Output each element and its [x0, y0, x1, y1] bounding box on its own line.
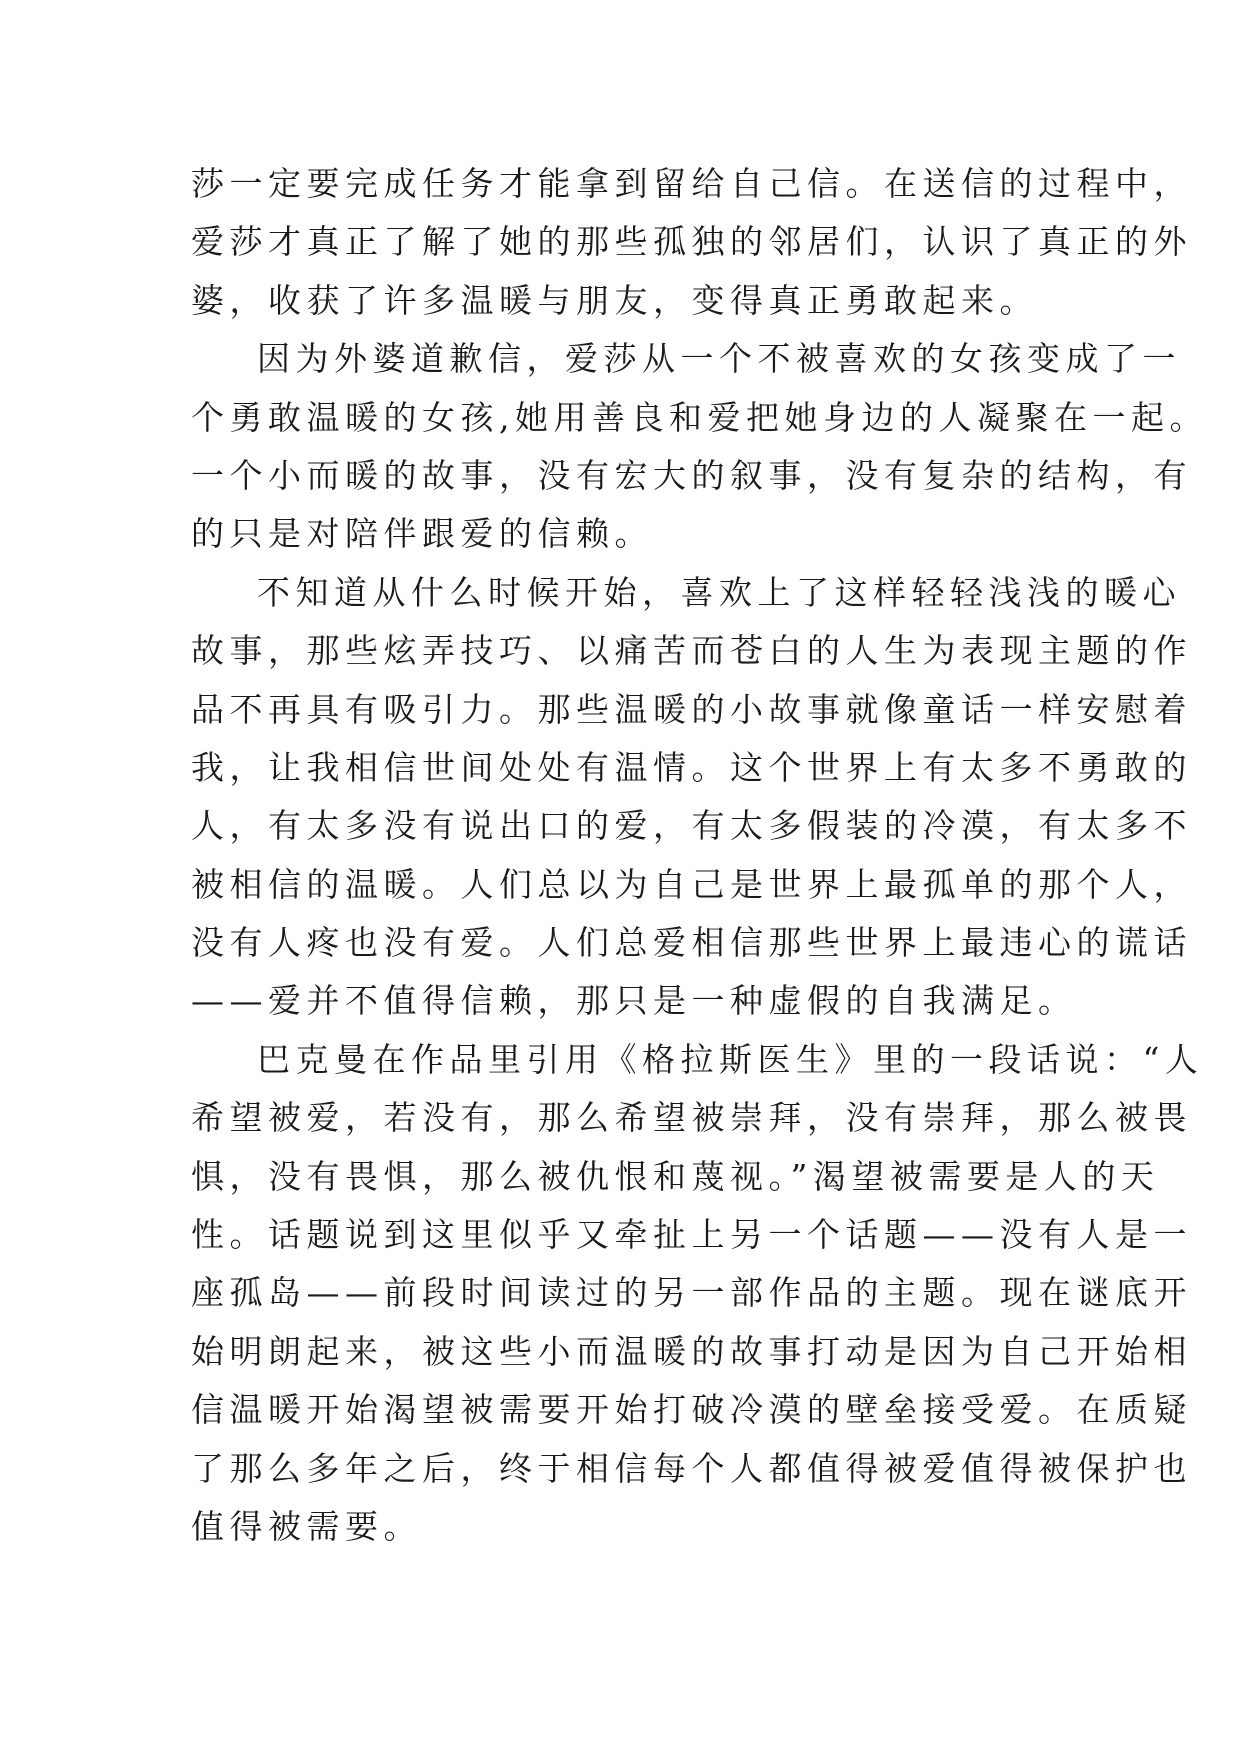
- text-line: 了那么多年之后，终于相信每个人都值得被爱值得被保护也: [191, 1448, 1192, 1488]
- text-line: 性。话题说到这里似乎又牵扯上另一个话题——没有人是一: [191, 1215, 1192, 1255]
- text-line: 故事，那些炫弄技巧、以痛苦而苍白的人生为表现主题的作: [191, 631, 1192, 671]
- text-line: ——爱并不值得信赖，那只是一种虚假的自我满足。: [191, 981, 1077, 1021]
- text-line: 人，有太多没有说出口的爱，有太多假装的冷漠，有太多不: [191, 806, 1192, 846]
- body-text: [191, 155, 1208, 1556]
- text-line: 爱莎才真正了解了她的那些孤独的邻居们，认识了真正的外: [191, 222, 1192, 262]
- text-line: 因为外婆道歉信，爱莎从一个不被喜欢的女孩变成了一: [257, 339, 1181, 379]
- paragraph-1: [191, 155, 1192, 330]
- text-line: 莎一定要完成任务才能拿到留给自己信。在送信的过程中，: [191, 164, 1192, 203]
- text-line: 惧，没有畏惧，那么被仇恨和蔑视。”渴望被需要是人的天: [191, 1156, 1160, 1196]
- text-line: 座孤岛——前段时间读过的另一部作品的主题。现在谜底开: [191, 1273, 1192, 1313]
- paragraph-3: [191, 564, 1192, 1031]
- text-line: 不知道从什么时候开始，喜欢上了这样轻轻浅浅的暖心: [257, 572, 1181, 612]
- text-line: 婆，收获了许多温暖与朋友，变得真正勇敢起来。: [191, 280, 1038, 320]
- text-line: 值得被需要。: [191, 1506, 422, 1546]
- paragraph-2: [191, 330, 1208, 564]
- text-line: 没有人疼也没有爱。人们总爱相信那些世界上最违心的谎话: [191, 923, 1192, 963]
- text-line: 希望被爱，若没有，那么希望被崇拜，没有崇拜，那么被畏: [191, 1098, 1192, 1138]
- text-line: 信温暖开始渴望被需要开始打破冷漠的壁垒接受爱。在质疑: [191, 1390, 1192, 1430]
- text-line: 的只是对陪伴跟爱的信赖。: [191, 514, 653, 554]
- text-line: 巴克曼在作品里引用《格拉斯医生》里的一段话说：“人: [257, 1039, 1204, 1079]
- text-line: 被相信的温暖。人们总以为自己是世界上最孤单的那个人，: [191, 864, 1192, 904]
- paragraph-4: [191, 1031, 1204, 1557]
- text-line: 一个小而暖的故事，没有宏大的叙事，没有复杂的结构，有: [191, 455, 1192, 495]
- text-line: 我，让我相信世间处处有温情。这个世界上有太多不勇敢的: [191, 747, 1192, 787]
- text-line: 品不再具有吸引力。那些温暖的小故事就像童话一样安慰着: [191, 689, 1192, 729]
- text-line: 始明朗起来，被这些小而温暖的故事打动是因为自己开始相: [191, 1331, 1192, 1371]
- text-line: 个勇敢温暖的女孩,她用善良和爱把她身边的人凝聚在一起。: [191, 397, 1208, 437]
